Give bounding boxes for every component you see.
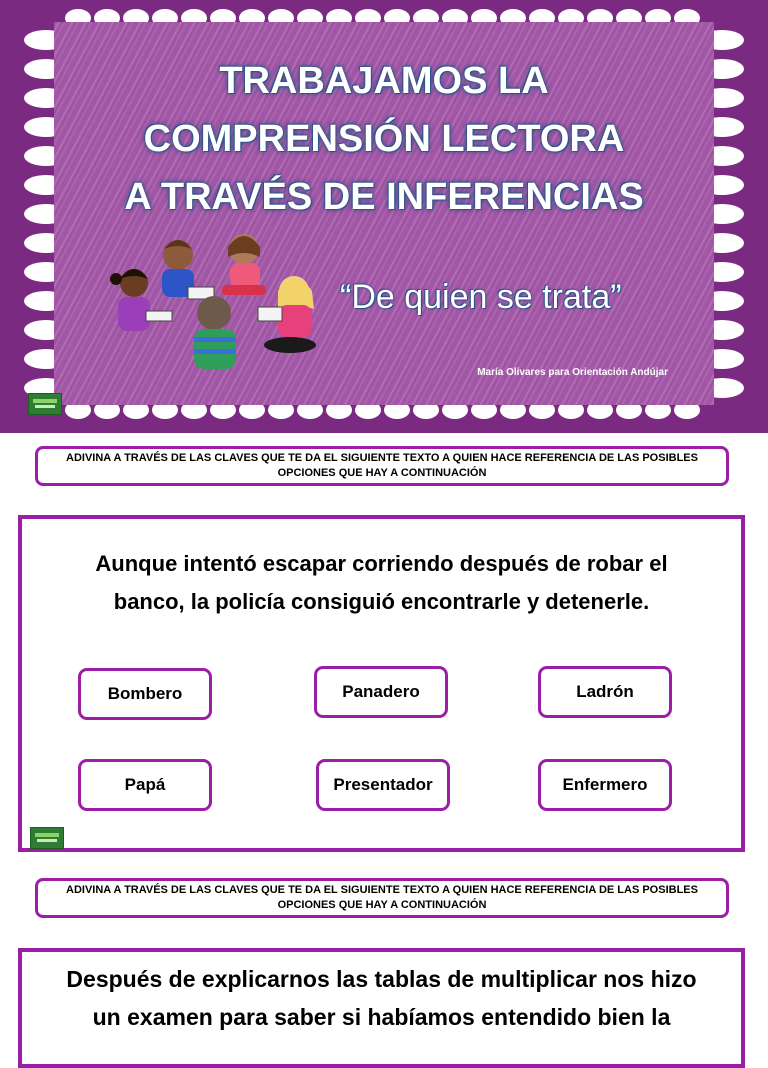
child-figure (162, 240, 214, 299)
option-panadero-button[interactable]: Panadero (314, 666, 448, 718)
instruction-banner: ADIVINA A TRAVÉS DE LAS CLAVES QUE TE DA EL SIGUIENTE TEXTO A QUIEN HACE REFERENCIA DE LAS POSIBLES OPCIONES QUE HAY A CONTINUACIÓN (35, 446, 729, 486)
option-bombero-button[interactable]: Bombero (78, 668, 212, 720)
children-reading-illustration (94, 227, 334, 377)
cover-subtitle: “De quien se trata” (340, 278, 622, 316)
child-figure (222, 234, 266, 295)
option-enfermero-button[interactable]: Enfermero (538, 759, 672, 811)
cover-author-credit: María Olivares para Orientación Andújar (477, 367, 668, 378)
question-text (22, 545, 741, 621)
cover-title (54, 52, 714, 226)
question-text (22, 960, 741, 1036)
option-ladron-button[interactable]: Ladrón (538, 666, 672, 718)
cover-slide (0, 0, 768, 433)
child-figure (194, 296, 236, 369)
instruction-banner: ADIVINA A TRAVÉS DE LAS CLAVES QUE TE DA EL SIGUIENTE TEXTO A QUIEN HACE REFERENCIA DE LAS POSIBLES OPCIONES QUE HAY A CONTINUACIÓN (35, 878, 729, 918)
cover-title-line-2: COMPRENSIÓN LECTORA (143, 118, 625, 160)
option-papa-button[interactable]: Papá (78, 759, 212, 811)
cover-panel (54, 22, 714, 405)
option-presentador-button[interactable]: Presentador (316, 759, 450, 811)
question-line: Aunque intentó escapar corriendo después de robar el (95, 551, 668, 576)
cover-title-line-1: TRABAJAMOS LA (219, 60, 549, 102)
question-line: banco, la policía consiguió encontrarle y detenerle. (113, 589, 650, 614)
question-card (18, 948, 745, 1068)
question-line: un examen para saber si habíamos entendido bien la (92, 1004, 671, 1030)
cover-title-line-3: A TRAVÉS DE INFERENCIAS (124, 176, 644, 218)
orientacion-andujar-logo-icon (30, 827, 64, 849)
question-card (18, 515, 745, 852)
child-figure (258, 276, 316, 353)
orientacion-andujar-logo-icon (28, 393, 62, 415)
question-line: Después de explicarnos las tablas de multiplicar nos hizo (66, 966, 697, 992)
